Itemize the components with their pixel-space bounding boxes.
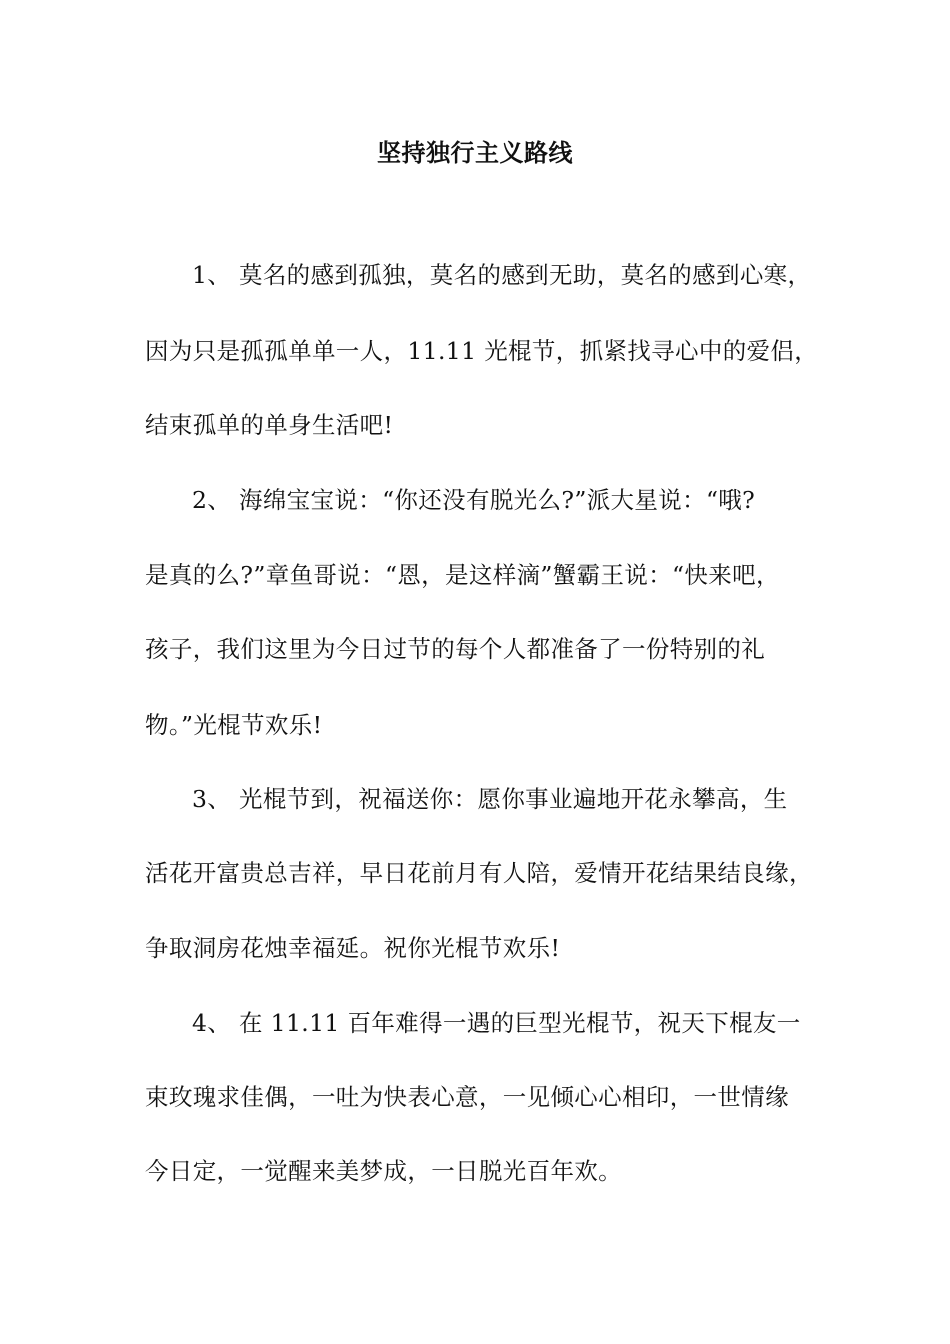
- paragraph-2-line-2: 是真的么?”章鱼哥说：“恩，是这样滴”蟹霸王说：“快来吧，: [145, 561, 780, 589]
- paragraph-1-line-2: 因为只是孤孤单单一人，11.11 光棍节，抓紧找寻心中的爱侣，: [145, 337, 819, 365]
- paragraph-2-line-4: 物。”光棍节欢乐!: [145, 711, 323, 739]
- paragraph-1-line-3: 结束孤单的单身生活吧!: [145, 411, 394, 439]
- paragraph-1-line-1: 1、 莫名的感到孤独，莫名的感到无助，莫名的感到心寒，: [192, 261, 812, 289]
- paragraph-4-line-2: 束玫瑰求佳偶，一吐为快表心意，一见倾心心相印，一世情缘: [145, 1083, 789, 1111]
- paragraph-3-line-1: 3、 光棍节到，祝福送你：愿你事业遍地开花永攀高，生: [192, 785, 788, 813]
- paragraph-4-line-1: 4、 在 11.11 百年难得一遇的巨型光棍节，祝天下棍友一: [192, 1009, 801, 1037]
- document-title: 坚持独行主义路线: [377, 138, 573, 167]
- paragraph-2-line-3: 孩子，我们这里为今日过节的每个人都准备了一份特别的礼: [145, 635, 766, 663]
- paragraph-3-line-3: 争取洞房花烛幸福延。祝你光棍节欢乐!: [145, 934, 561, 962]
- paragraph-3-line-2: 活花开富贵总吉祥，早日花前月有人陪，爱情开花结果结良缘，: [145, 859, 813, 887]
- paragraph-4-line-3: 今日定，一觉醒来美梦成，一日脱光百年欢。: [145, 1157, 622, 1185]
- paragraph-2-line-1: 2、 海绵宝宝说：“你还没有脱光么?”派大星说：“哦?: [192, 486, 756, 514]
